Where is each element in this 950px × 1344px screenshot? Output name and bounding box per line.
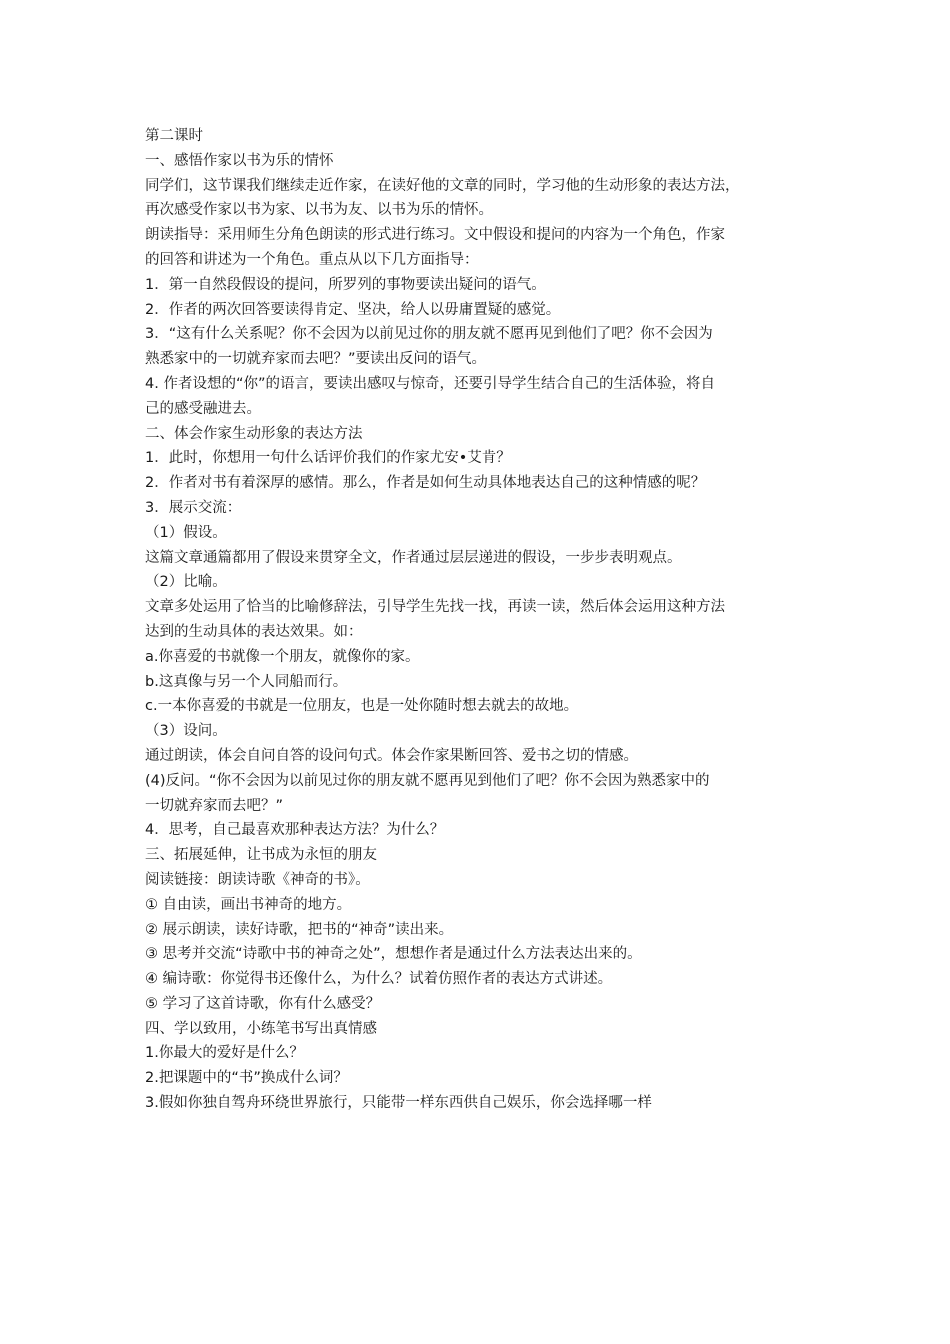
section-heading-2: 二、体会作家生动形象的表达方法	[145, 425, 363, 442]
list-item: 4．思考，自己最喜欢那种表达方法？为什么？	[145, 822, 445, 839]
list-item: 3．展示交流：	[145, 499, 242, 516]
list-item: 1.你最大的爱好是什么？	[145, 1045, 304, 1062]
sub-item: （3）设问。	[145, 723, 227, 740]
section-heading-4: 四、学以致用，小练笔书写出真情感	[145, 1020, 377, 1037]
circled-item: ④ 编诗歌：你觉得书还像什么，为什么？试着仿照作者的表达方式讲述。	[145, 971, 613, 988]
list-item-continued: 己的感受融进去。	[145, 400, 261, 417]
sub-item: （1）假设。	[145, 524, 227, 541]
sub-item: （2）比喻。	[145, 574, 227, 591]
example-item: a.你喜爱的书就像一个朋友，就像你的家。	[145, 648, 420, 665]
section-heading-3: 三、拓展延伸，让书成为永恒的朋友	[145, 847, 377, 864]
paragraph-line: 达到的生动具体的表达效果。如：	[145, 623, 363, 640]
example-item: c.一本你喜爱的书就是一位朋友，也是一处你随时想去就去的故地。	[145, 698, 579, 715]
list-item: 2．作者对书有着深厚的感情。那么，作者是如何生动具体地表达自己的这种情感的呢？	[145, 475, 706, 492]
list-item: 4. 作者设想的“你”的语言，要读出感叹与惊奇，还要引导学生结合自己的生活体验，将自	[145, 375, 715, 392]
list-item: 1．第一自然段假设的提问，所罗列的事物要读出疑问的语气。	[145, 276, 546, 293]
paragraph-line: 的回答和讲述为一个角色。重点从以下几方面指导：	[145, 251, 479, 268]
paragraph-line: 这篇文章通篇都用了假设来贯穿全文，作者通过层层递进的假设，一步步表明观点。	[145, 549, 682, 566]
list-item: 2.把课题中的“书”换成什么词？	[145, 1070, 348, 1087]
paragraph-line: 通过朗读，体会自问自答的设问句式。体会作家果断回答、爱书之切的情感。	[145, 747, 638, 764]
section-heading-1: 一、感悟作家以书为乐的情怀	[145, 152, 334, 169]
list-item: 1．此时，你想用一句什么话评价我们的作家尤安•艾肯？	[145, 450, 511, 467]
paragraph-line: 同学们，这节课我们继续走近作家，在读好他的文章的同时，学习他的生动形象的表达方法，	[145, 177, 740, 194]
sub-item: (4)反问。“你不会因为以前见过你的朋友就不愿再见到他们了吧？你不会因为熟悉家中的	[145, 772, 710, 789]
circled-item: ② 展示朗读，读好诗歌，把书的“神奇”读出来。	[145, 921, 454, 938]
list-item-continued: 熟悉家中的一切就弃家而去吧？”要读出反问的语气。	[145, 351, 487, 368]
circled-item: ⑤ 学习了这首诗歌，你有什么感受？	[145, 995, 381, 1012]
paragraph-line: 一切就弃家而去吧？”	[145, 797, 284, 814]
list-item: 3．“这有什么关系呢？你不会因为以前见过你的朋友就不愿再见到他们了吧？你不会因为	[145, 326, 713, 343]
paragraph-line: 文章多处运用了恰当的比喻修辞法，引导学生先找一找，再读一读，然后体会运用这种方法	[145, 599, 725, 616]
lesson-title: 第二课时	[145, 128, 203, 144]
circled-item: ③ 思考并交流“诗歌中书的神奇之处”，想想作者是通过什么方法表达出来的。	[145, 946, 642, 963]
circled-item: ① 自由读，画出书神奇的地方。	[145, 896, 352, 913]
example-item: b.这真像与另一个人同船而行。	[145, 673, 348, 690]
paragraph-line: 阅读链接：朗读诗歌《神奇的书》。	[145, 871, 370, 888]
paragraph-line: 朗读指导：采用师生分角色朗读的形式进行练习。文中假设和提问的内容为一个角色，作家	[145, 227, 725, 244]
paragraph-line: 再次感受作家以书为家、以书为友、以书为乐的情怀。	[145, 202, 493, 219]
list-item: 2．作者的两次回答要读得肯定、坚决，给人以毋庸置疑的感觉。	[145, 301, 561, 318]
document-page	[145, 124, 813, 1116]
list-item: 3.假如你独自驾舟环绕世界旅行，只能带一样东西供自己娱乐，你会选择哪一样	[145, 1095, 652, 1112]
